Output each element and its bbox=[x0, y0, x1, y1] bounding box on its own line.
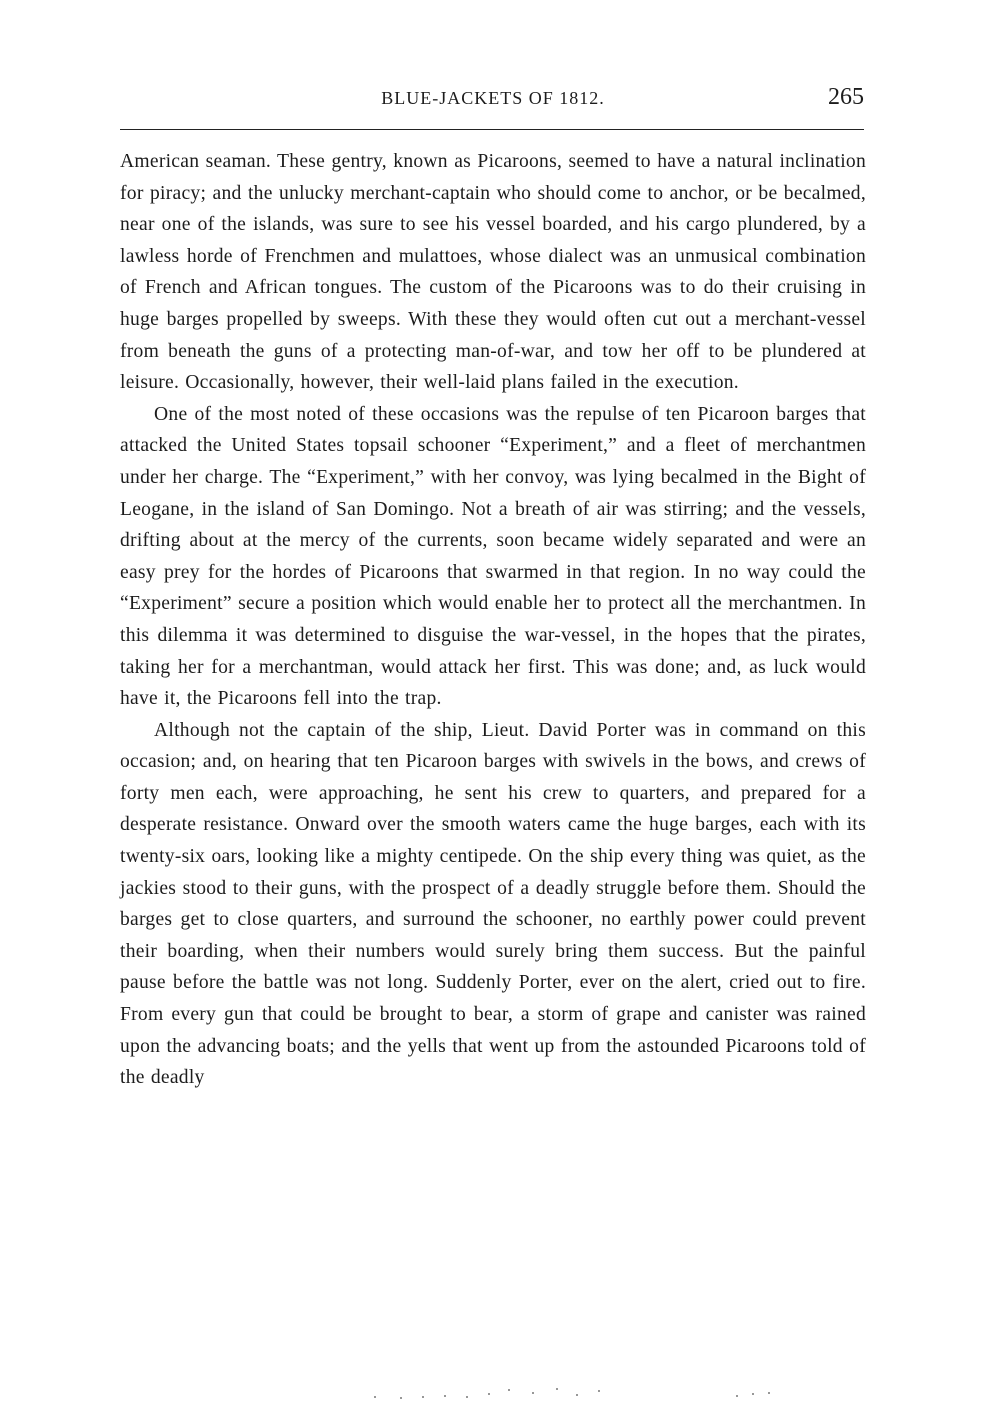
header-rule bbox=[120, 129, 864, 130]
page-number: 265 bbox=[828, 84, 864, 110]
running-title: BLUE-JACKETS OF 1812. bbox=[381, 88, 605, 108]
paragraph-experiment: One of the most noted of these occasions was the repulse of ten Picaroon barges that attacked the United States topsail schooner “Experiment,” and a fleet of merchantmen under her charge. The “Experiment,” with her convoy, was lying becalmed in the Bight of Leogane, in the island of San Domingo. Not a breath of air was stirring; and the vessels, drifting about at the mercy of the currents, soon became widely separated and were an easy prey for the hordes of Picaroons that swarmed in that region. In no way could the “Experiment” secure a position which would enable her to protect all the merchantmen. In this dilemma it was determined to disguise the war-vessel, in the hopes that the pirates, taking her for a merchantman, would attack her first. This was done; and, as luck would have it, the Picaroons fell into the trap. bbox=[120, 403, 866, 710]
speck bbox=[466, 1396, 468, 1398]
speck bbox=[752, 1393, 754, 1395]
print-specks bbox=[360, 1384, 790, 1404]
speck bbox=[556, 1388, 558, 1390]
speck bbox=[508, 1389, 510, 1391]
speck bbox=[532, 1392, 534, 1394]
running-head bbox=[120, 84, 866, 118]
body-text bbox=[120, 146, 866, 1094]
speck bbox=[422, 1396, 424, 1398]
paragraph-continued: American seaman. These gentry, known as Picaroons, seemed to have a natural inclination for piracy; and the unlucky merchant-captain who should come to anchor, or be becalmed, near one of the islands, was sure to see his vessel boarded, and his cargo plundered, by a lawless horde of Frenchmen and mulattoes, whose dialect was an unmusical combination of French and African tongues. The custom of the Picaroons was to do their cruising in huge barges propelled by sweeps. With these they would often cut out a merchant-vessel from beneath the guns of a protecting man-of-war, and tow her off to be plundered at leisure. Occasionally, however, their well-laid plans failed in the execution. bbox=[120, 151, 866, 394]
speck bbox=[768, 1392, 770, 1394]
speck bbox=[736, 1395, 738, 1397]
speck bbox=[374, 1396, 376, 1398]
speck bbox=[598, 1390, 600, 1392]
speck bbox=[400, 1397, 402, 1399]
speck bbox=[444, 1395, 446, 1397]
speck bbox=[488, 1393, 490, 1395]
speck bbox=[576, 1394, 578, 1396]
paragraph-porter: Although not the captain of the ship, Lieut. David Porter was in command on this occasion; and, on hearing that ten Picaroon barges with swivels in the bows, and crews of forty men each, were approaching, he sent his crew to quarters, and prepared for a desperate resistance. Onward over the smooth waters came the huge barges, each with its twenty-six oars, looking like a mighty centipede. On the ship every thing was quiet, as the jackies stood to their guns, with the prospect of a deadly struggle before them. Should the barges get to close quarters, and surround the schooner, no earthly power could prevent their boarding, when their numbers would surely bring them success. But the painful pause before the battle was not long. Suddenly Porter, ever on the alert, cried out to fire. From every gun that could be brought to bear, a storm of grape and canister was rained upon the advancing boats; and the yells that went up from the astounded Picaroons told of the deadly bbox=[120, 719, 866, 1089]
